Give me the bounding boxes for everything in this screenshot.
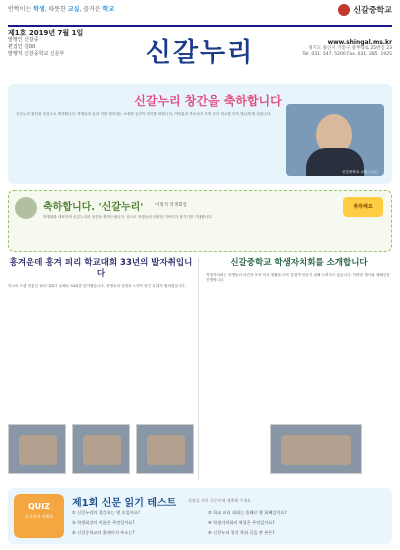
- quiz-question: ⑥ 신갈누리 창간 축하 글을 쓴 분은?: [208, 530, 275, 535]
- school-seal-icon: [338, 4, 350, 16]
- quiz-question: ⑤ 신갈중학교의 홈페이지 주소는?: [72, 530, 135, 535]
- section-title: 신갈누리 창간을 축하합니다: [134, 94, 282, 108]
- article-body: 학생자치회는 학생들의 의견을 모아 학교 생활을 더욱 즐겁게 만들기 위해 노력하고 있습니다. 다양한 행사와 캠페인을 진행합니다.: [206, 273, 390, 282]
- article-photos: [206, 424, 392, 476]
- left-article: [8, 258, 194, 480]
- quiz-question: ④ 학생자치회의 역할은 무엇일까요?: [208, 520, 275, 525]
- issue-meta: 제1호 2019년 7월 1일 발행인 신갈중 편집인 김00 발행처 신갈중학교 신문부: [8, 29, 84, 57]
- article-photo: [136, 424, 194, 474]
- quiz-question: ③ 학생회장의 이름은 무엇일까요?: [72, 520, 135, 525]
- article-photos: [8, 424, 194, 476]
- quiz-box: [8, 488, 392, 544]
- congrats-badge: 축하해요: [343, 197, 383, 217]
- congratulation-section: [8, 84, 392, 184]
- section-body: 학생회를 대표하여 신갈누리의 창간을 축하드립니다. 앞으로 학생들의 다양한 이야기가 담기기를 기대합니다.: [43, 215, 213, 219]
- principal-photo: [286, 104, 384, 176]
- avatar: [15, 197, 37, 219]
- article-headline: 신갈중학교 학생자치회를 소개합니다: [230, 258, 368, 268]
- school-contact: www.shingal.ms.kr 경기도 용인시 기흥구 중부대로 25번길 23 Tel. 031. 547. 5200 Fax. 031. 285. 1925: [302, 39, 392, 57]
- quiz-question: ② 학교 피리 대회는 올해로 몇 회째일까요?: [208, 510, 287, 515]
- section-title: 축하합니다. '신갈누리': [43, 202, 144, 213]
- header-rule: [8, 25, 392, 27]
- newspaper-masthead: 신갈누리: [145, 38, 255, 68]
- section-body: 신갈누리 창간을 진심으로 축하합니다. 학생들의 꿈과 끼를 담아내는 소중한 공간이 되기를 바랍니다. 여러분의 목소리가 모여 우리 학교를 더욱 빛나게 할 것입니다.: [16, 112, 272, 116]
- school-slogan: 반짝이는 학생, 따뜻한 교실, 즐거운 학교: [8, 6, 115, 13]
- quiz-note: 정답을 적어 신문부에 제출해 주세요: [188, 498, 252, 503]
- top-bar: [0, 0, 400, 24]
- quiz-tag-sub: 독자참여 이벤트: [24, 514, 54, 519]
- quiz-tag-label: QUIZ: [27, 502, 51, 511]
- right-article: [206, 258, 392, 480]
- article-photo: [8, 424, 66, 474]
- photo-caption: 신갈중학교 교장 ○○○: [342, 170, 378, 174]
- article-photo: [270, 424, 362, 474]
- student-congrats-section: [8, 190, 392, 252]
- school-logo: 신갈중학교: [338, 4, 392, 16]
- article-headline: 흥겨운데 흥겨 피리 학교대회 33년의 발자취입니다: [9, 258, 193, 279]
- byline: 이형석 학생회장: [155, 203, 187, 208]
- article-body: 학교의 오랜 전통인 피리 대회가 올해로 33회를 맞이했습니다. 학생들의 열정과 노력이 담긴 무대가 펼쳐졌습니다.: [8, 284, 186, 288]
- column-divider: [198, 258, 199, 480]
- quiz-question: ① 신갈누리의 창간호는 몇 호일까요?: [72, 510, 140, 515]
- quiz-title: 제1회 신문 읽기 테스트: [72, 498, 177, 509]
- article-photo: [72, 424, 130, 474]
